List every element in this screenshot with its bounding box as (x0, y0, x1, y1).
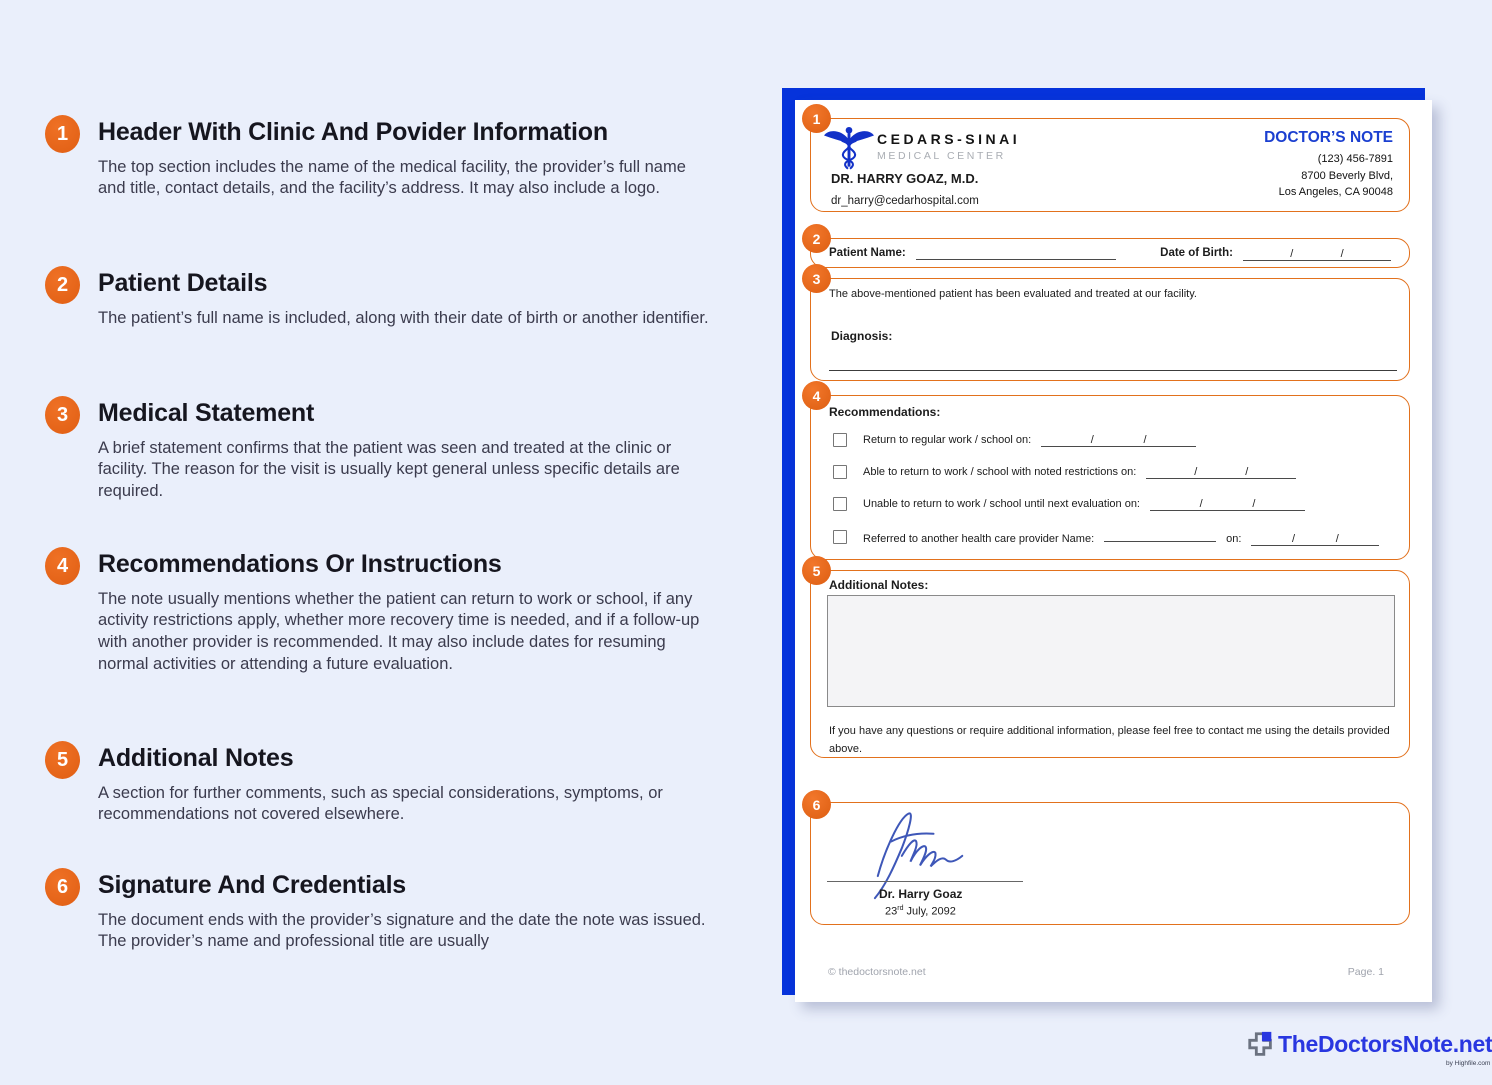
item-title: Additional Notes (98, 744, 294, 772)
slash: / (1199, 498, 1203, 510)
diagnosis-field[interactable] (829, 370, 1397, 371)
item-body: The document ends with the provider’s signature and the date the note was issued. The provider’s name and professional title are usually (98, 910, 706, 951)
date-field[interactable] (1251, 531, 1379, 546)
list-item-header-info (45, 115, 725, 200)
doc-step-badge-6: 6 (802, 790, 831, 819)
checkbox[interactable] (833, 497, 847, 511)
doc-header-section (810, 118, 1410, 212)
additional-notes-label: Additional Notes: (829, 578, 929, 592)
list-item-signature (45, 868, 725, 953)
closing-text: If you have any questions or require additional information, please feel free to contact me using the details provided above. (829, 725, 1390, 755)
doc-step-badge-4: 4 (802, 381, 831, 410)
item-title: Signature And Credentials (98, 871, 407, 899)
additional-notes-section (810, 570, 1410, 758)
recommendations-label: Recommendations: (829, 405, 941, 419)
page-number: Page. 1 (1347, 966, 1384, 978)
slash: / (1292, 533, 1296, 545)
recommendation-row (833, 496, 1305, 511)
patient-name-label: Patient Name: (829, 247, 906, 259)
statement-text: The above-mentioned patient has been evaluated and treated at our facility. (829, 288, 1197, 300)
clinic-address-2: Los Angeles, CA 90048 (1278, 186, 1393, 198)
on-label: on: (1226, 533, 1242, 545)
provider-name: DR. HARRY GOAZ, M.D. (831, 171, 979, 186)
provider-name-field[interactable] (1104, 528, 1216, 542)
recommendations-section (810, 395, 1410, 560)
step-number-badge: 4 (45, 547, 80, 585)
doc-step-badge-5: 5 (802, 556, 831, 585)
site-logo[interactable] (1246, 1029, 1492, 1067)
item-body: A brief statement confirms that the patient was seen and treated at the clinic or facility. The reason for the visit is usually kept general unless specific details are required. (98, 438, 680, 501)
item-title: Header With Clinic And Povider Information (98, 118, 608, 146)
clinic-subtitle: MEDICAL CENTER (877, 150, 1006, 162)
copyright-text: © thedoctorsnote.net (828, 966, 926, 978)
item-title: Patient Details (98, 269, 268, 297)
slash: / (1340, 247, 1344, 260)
item-title: Medical Statement (98, 399, 315, 427)
dob-label: Date of Birth: (1160, 247, 1233, 259)
date-field[interactable] (1146, 464, 1296, 479)
checkbox[interactable] (833, 530, 847, 544)
recommendation-row (833, 432, 1196, 447)
provider-email: dr_harry@cedarhospital.com (831, 195, 979, 207)
list-item-medical-statement (45, 396, 725, 503)
item-body: A section for further comments, such as special considerations, symptoms, or recommendations not covered elsewhere. (98, 783, 663, 824)
slash: / (1335, 533, 1339, 545)
item-body: The patient’s full name is included, along with their date of birth or another identifier. (98, 308, 709, 327)
recommendation-row (833, 464, 1296, 479)
checkbox[interactable] (833, 433, 847, 447)
list-item-additional-notes (45, 741, 725, 826)
checkbox[interactable] (833, 465, 847, 479)
date-field[interactable] (1041, 432, 1196, 447)
doc-step-badge-2: 2 (802, 224, 831, 253)
signature-date: 23rd July, 2092 (885, 905, 956, 918)
item-body: The note usually mentions whether the patient can return to work or school, if any activity restrictions apply, whether more recovery time is needed, and if a follow-up with another provider is recommended. It may also include dates for resuming normal activities or attending a future evaluation. (98, 589, 700, 673)
caduceus-icon (823, 125, 875, 173)
site-logo-subtext: by Highfile.com (1445, 1060, 1491, 1067)
recommendation-text: Able to return to work / school with noted restrictions on: (863, 466, 1137, 478)
list-item-recommendations (45, 547, 725, 676)
clinic-name: CEDARS-SINAI (877, 131, 1021, 147)
clinic-address-1: 8700 Beverly Blvd, (1301, 169, 1393, 182)
slash: / (1252, 498, 1256, 510)
step-number-badge: 6 (45, 868, 80, 906)
item-body: The top section includes the name of the medical facility, the provider’s full name and title, contact details, and the facility’s address. It may also include a logo. (98, 157, 686, 198)
doc-step-badge-3: 3 (802, 264, 831, 293)
clinic-phone: (123) 456-7891 (1317, 153, 1393, 165)
signature-section (810, 802, 1410, 925)
step-number-badge: 1 (45, 115, 80, 153)
recommendation-text: Return to regular work / school on: (863, 434, 1032, 446)
medical-statement-section (810, 278, 1410, 381)
recommendation-text: Referred to another health care provider Name: (863, 533, 1095, 545)
doc-title: DOCTOR’S NOTE (1264, 129, 1393, 146)
medical-cross-icon (1246, 1030, 1276, 1060)
step-number-badge: 2 (45, 266, 80, 304)
patient-name-field[interactable] (916, 246, 1116, 260)
date-field[interactable] (1150, 496, 1305, 511)
slash: / (1143, 434, 1147, 446)
diagnosis-label: Diagnosis: (831, 329, 893, 343)
step-number-badge: 3 (45, 396, 80, 434)
step-number-badge: 5 (45, 741, 80, 779)
dob-field[interactable] (1243, 246, 1391, 261)
slash: / (1090, 434, 1094, 446)
notes-textarea[interactable] (827, 595, 1395, 707)
signature-line (827, 881, 1023, 882)
doctors-note-page (795, 100, 1432, 1002)
signer-name: Dr. Harry Goaz (879, 887, 963, 901)
patient-details-section (810, 238, 1410, 268)
item-title: Recommendations Or Instructions (98, 550, 502, 578)
list-item-patient-details (45, 266, 725, 329)
slash: / (1245, 466, 1249, 478)
slash: / (1194, 466, 1198, 478)
recommendation-text: Unable to return to work / school until next evaluation on: (863, 498, 1140, 510)
recommendation-row (833, 528, 1379, 546)
doc-step-badge-1: 1 (802, 104, 831, 133)
site-logo-text: TheDoctorsNote.net (1278, 1031, 1492, 1057)
slash: / (1290, 247, 1294, 260)
